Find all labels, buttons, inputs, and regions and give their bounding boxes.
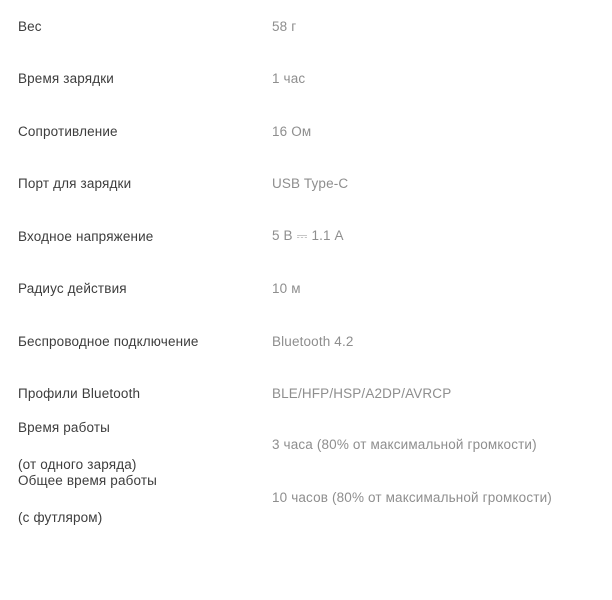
spec-label: Радиус действия [18,281,127,297]
spec-label: Сопротивление [18,123,118,139]
table-row [0,473,612,526]
spec-value: BLE/HFP/HSP/A2DP/AVRCP [272,386,452,402]
spec-label-sub: (с футляром) [18,509,103,525]
spec-value: 10 м [272,281,301,297]
table-row [0,105,612,158]
spec-label: Входное напряжение [18,228,154,244]
spec-value: 3 часа (80% от максимальной громкости) [272,437,537,452]
spec-label-sub: (от одного заряда) [18,457,137,473]
table-row [0,53,612,106]
table-row [0,210,612,263]
spec-label [0,420,254,473]
spec-label: Время зарядки [18,71,115,87]
spec-label: Порт для зарядки [18,176,132,192]
table-row [0,0,612,53]
spec-label [0,473,254,526]
spec-value: Bluetooth 4.2 [272,333,354,349]
spec-value: USB Type-C [272,176,349,192]
spec-value: 1 час [272,71,306,87]
spec-label: Вес [18,18,42,34]
spec-value: 5 В ⎓ 1.1 А [272,228,344,244]
spec-value: 10 часов (80% от максимальной громкости) [272,489,552,505]
spec-label-main: Время работы [18,420,111,436]
table-row [0,315,612,368]
spec-value: 58 г [272,18,297,34]
table-row [0,263,612,316]
spec-label: Беспроводное подключение [18,333,199,349]
spec-label-main: Общее время работы [18,472,158,488]
spec-label: Профили Bluetooth [18,386,141,402]
table-row [0,158,612,211]
spec-value: 16 Ом [272,123,312,139]
table-row [0,368,612,421]
table-row [0,420,612,473]
